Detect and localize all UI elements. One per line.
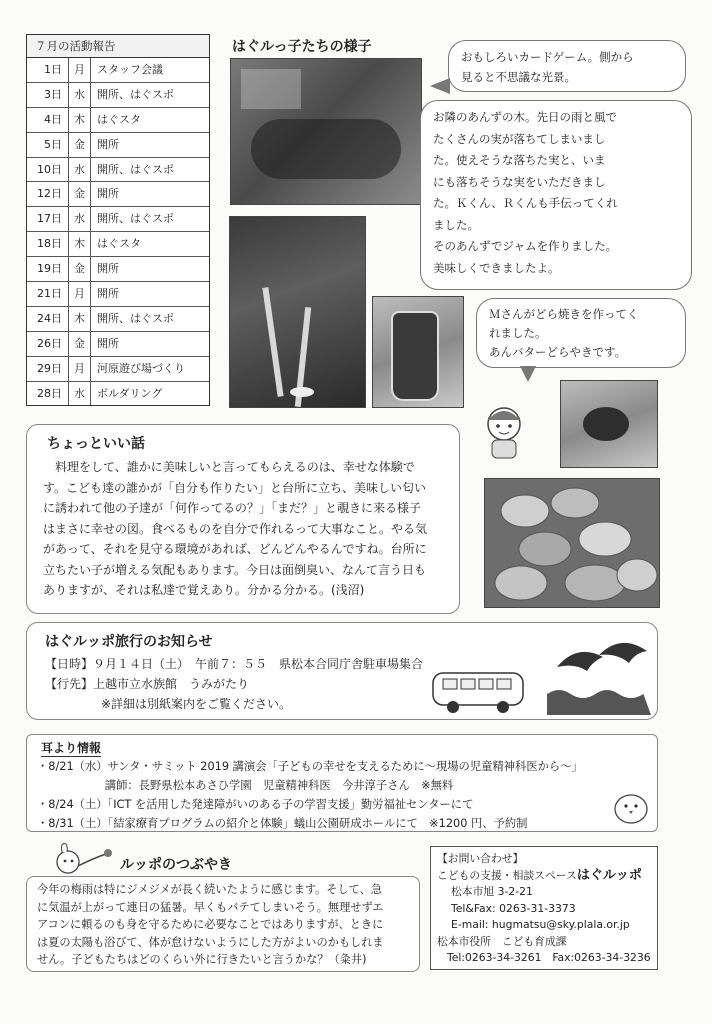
good-story-box [26,424,460,614]
activity-event: 開所、はぐスポ [97,311,174,325]
table-row [27,108,209,133]
activity-weekday: 木 [69,307,91,331]
activity-day: 29日 [27,357,69,381]
bubble-card-game: おもしろいカードゲーム。側から 見ると不思議な光景。 [448,40,686,92]
trip-note: ※詳細は別紙案内をご覧ください。 [101,697,292,711]
bus-icon [431,667,527,719]
activity-event: 開所、はぐスポ [97,212,174,226]
contact-address: 松本市旭 3-2-21 [451,885,533,898]
activity-day: 10日 [27,158,69,182]
tsubuyaki-text: 今年の梅雨は特にジメジメが長く続いたように感じます。そして、急 に気温が上がって連日の猛暑。早くもバテてしまいそう。無理せずエ アコンに頼るのも身を守るために必要なことではありますが、ときに は夏の太陽も浴びて、体が怠けないようにした方がよいのかもしれま せん。子どもたちはどのくらい外に行きたいと言うかな？（粂井) [37,883,384,966]
activity-day: 5日 [27,133,69,157]
trip-destination: 【行先】上越市立水族館 うみがたり [45,677,250,691]
table-row [27,382,209,406]
activity-weekday: 水 [69,83,91,107]
activity-event: 開所 [97,262,119,276]
dolphin-icon [547,637,651,719]
bubble-dorayaki: Ｍさんがどら焼きを作ってく れました。 あんバターどらやきです。 [476,298,686,368]
activity-weekday: 金 [69,182,91,206]
trip-box [26,622,658,720]
contact-header: 【お問い合わせ】 [437,852,524,865]
activity-weekday: 月 [69,357,91,381]
contact-tel: Tel&Fax: 0263-31-3373 [451,901,576,915]
contact-org: こどもの支援・相談スペースはぐルッポ [437,867,642,883]
contact-box [430,846,658,970]
table-row [27,58,209,83]
activity-report-table [26,34,210,406]
activity-report-title: ７月の活動報告 [27,35,209,58]
activity-day: 19日 [27,257,69,281]
activity-weekday: 水 [69,382,91,406]
photo-dorayaki [484,478,660,608]
activity-day: 3日 [27,83,69,107]
contact-office-tel: Tel:0263-34-3261 Fax:0263-34-3236 [447,951,651,964]
activity-event: はぐスタ [97,237,141,251]
trip-title: はぐルッポ旅行のお知らせ [45,634,213,650]
activity-event: 開所 [97,336,119,350]
mimiyori-box [26,734,658,832]
bird-icon [611,787,651,831]
mimiyori-list: ・8/21（水）サンタ・サミット 2019 講演会「子どもの幸せを支えるために～現場の児童精神科医から～」 講師：長野県松本あさひ学園 児童精神科医 今井淳子さん ※無料 ・8/24（土）「ICT を活用した発達障がいのある子の学習支援」勤労福祉センターにて ・8/31（土）「結家療育プログラムの紹介と体験」蟻山公園研成ホールにて ※1200 円、予約制 [37,760,583,830]
activity-event: はぐスタ [97,112,141,126]
activity-day: 1日 [27,58,69,82]
bubble-tail [430,78,450,94]
activity-event: 開所、はぐスポ [97,162,174,176]
activity-event: スタッフ会議 [97,63,163,76]
table-row [27,182,209,207]
table-row [27,207,209,232]
table-row [27,257,209,282]
activity-day: 12日 [27,182,69,206]
photo-dorayaki-making [560,380,658,468]
activity-weekday: 月 [69,58,91,82]
table-row [27,282,209,307]
activity-weekday: 水 [69,207,91,231]
activity-day: 28日 [27,382,69,406]
table-row [27,158,209,183]
photo-apricot-tree [229,216,366,408]
activity-weekday: 月 [69,282,91,306]
photo-card-game [230,58,422,205]
kids-section-title: はぐルっ子たちの様子 [232,39,372,55]
bubble-tail [520,366,536,382]
contact-email[interactable]: E-mail: hugmatsu@sky.plala.or.jp [451,918,630,931]
activity-event: ボルダリング [97,386,163,400]
activity-day: 17日 [27,207,69,231]
tsubuyaki-title: ルッポのつぶやき [120,857,232,873]
activity-day: 18日 [27,232,69,256]
good-story-text: 料理をして、誰かに美味しいと言ってもらえるのは、幸せな体験で す。こども達の誰かが「自分も作りたい」と台所に立ち、美味しい匂い に誘われて他の子達が「何作ってるの？」「まだ？」と覗きに来る様子 はまさに幸せの図。食べるものを自分で作れるって大事なこと。やる気 があって、それを見守る環境があれば、どんどんやるんですね。台所に 立ちたい子が増える気配もあります。今日は面倒臭い、なんて言う日も ありますが、それは私達で覚えあり。分かる分かる。(浅沼) [43,460,428,597]
table-row [27,133,209,158]
mimiyori-title: 耳より情報 [41,741,102,755]
activity-day: 24日 [27,307,69,331]
activity-event: 開所、はぐスポ [97,87,174,101]
table-row [27,307,209,332]
activity-event: 開所 [97,187,119,201]
activity-weekday: 水 [69,158,91,182]
table-row [27,332,209,357]
activity-weekday: 金 [69,133,91,157]
good-story-title: ちょっといい話 [47,436,145,452]
trip-date: 【日時】９月１４日（土） 午前７：５５ 県松本合同庁舎駐車場集合 [45,657,424,671]
tsubuyaki-box [26,876,420,972]
contact-office: 松本市役所 こども育成課 [437,934,567,948]
activity-weekday: 金 [69,332,91,356]
activity-day: 21日 [27,282,69,306]
character-illustration [476,400,532,460]
table-row [27,83,209,108]
activity-event: 河原遊び場づくり [97,361,185,375]
activity-weekday: 金 [69,257,91,281]
activity-day: 4日 [27,108,69,132]
table-row [27,357,209,382]
table-row [27,232,209,257]
activity-weekday: 木 [69,232,91,256]
activity-event: 開所 [97,287,119,301]
bubble-apricot: お隣のあんずの木。先日の雨と風で たくさんの実が落ちてしまいまし た。使えそうな落ちた実と、いま にも落ちそうな実をいただきまし た。Ｋくん、Ｒくんも手伝ってくれ ました。 そのあんずでジャムを作りました。 美味しくできましたよ。 [420,100,692,290]
activity-event: 開所 [97,137,119,151]
photo-apricot-jam [372,296,464,408]
activity-weekday: 木 [69,108,91,132]
activity-day: 26日 [27,332,69,356]
